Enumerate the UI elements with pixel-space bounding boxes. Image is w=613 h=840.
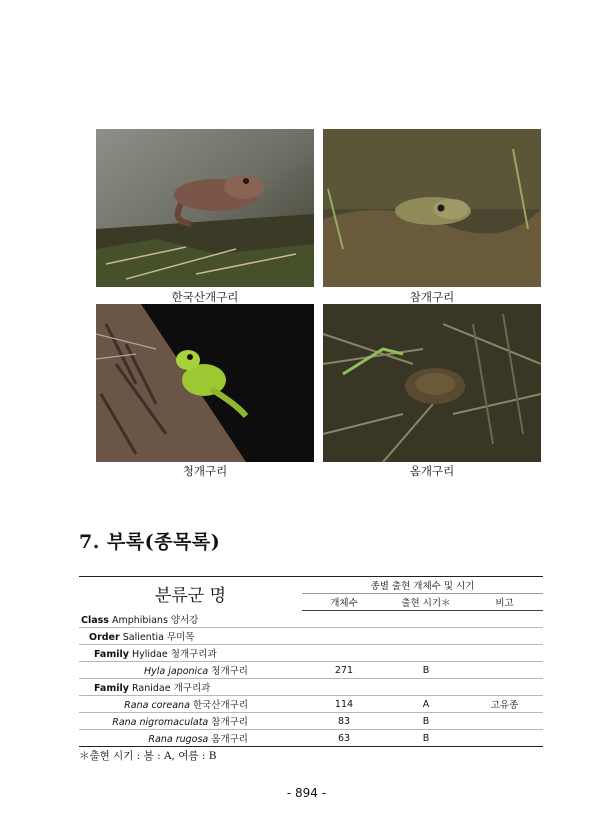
count-cell: 83 bbox=[302, 713, 386, 730]
rank-label: Class bbox=[81, 614, 109, 626]
header-occurrence: 종별 출현 개체수 및 시기 bbox=[302, 577, 543, 594]
photo-caption: 한국산개구리 bbox=[171, 290, 239, 304]
time-cell: B bbox=[386, 713, 466, 730]
table-row bbox=[79, 662, 543, 679]
species-korean-name: 옴개구리 bbox=[211, 734, 248, 745]
header-note: 비고 bbox=[466, 594, 543, 611]
species-korean-name: 한국산개구리 bbox=[192, 700, 248, 711]
photo-tree-frog bbox=[96, 304, 314, 462]
rank-label: Order bbox=[89, 632, 120, 643]
taxon-name: Ranidae bbox=[131, 683, 171, 694]
table-row bbox=[79, 713, 543, 730]
header-time: 출현 시기＊ bbox=[386, 594, 466, 611]
header-count: 개체수 bbox=[302, 594, 386, 611]
photo-black-spotted-frog bbox=[323, 129, 541, 287]
table-row bbox=[79, 696, 543, 713]
species-korean-name: 참개구리 bbox=[211, 717, 248, 728]
note-cell bbox=[466, 730, 543, 747]
photo-wrinkled-frog bbox=[323, 304, 541, 462]
species-table bbox=[79, 576, 543, 747]
species-scientific-name: Rana coreana bbox=[124, 700, 190, 711]
table-row bbox=[79, 679, 543, 696]
note-cell bbox=[466, 713, 543, 730]
count-cell: 63 bbox=[302, 730, 386, 747]
time-cell: B bbox=[386, 662, 466, 679]
rank-label: Family bbox=[94, 649, 129, 660]
rank-label: Family bbox=[94, 683, 129, 694]
taxon-name: Amphibians bbox=[111, 614, 168, 626]
species-korean-name: 청개구리 bbox=[211, 666, 248, 677]
count-cell: 114 bbox=[302, 696, 386, 713]
table-row bbox=[79, 628, 543, 645]
species-scientific-name: Hyla japonica bbox=[143, 666, 209, 677]
note-cell: 고유종 bbox=[466, 696, 543, 713]
photo-caption: 청개구리 bbox=[182, 464, 228, 478]
taxon-korean: 개구리과 bbox=[173, 683, 211, 694]
table-row bbox=[79, 611, 543, 628]
photo-caption: 옴개구리 bbox=[409, 464, 455, 478]
photo-korean-brown-frog bbox=[96, 129, 314, 287]
taxon-name: Salientia bbox=[122, 632, 164, 643]
count-cell: 271 bbox=[302, 662, 386, 679]
time-cell: B bbox=[386, 730, 466, 747]
table-row bbox=[79, 645, 543, 662]
note-cell bbox=[466, 662, 543, 679]
page-number: - 894 - bbox=[286, 786, 327, 800]
header-taxon-name: 분류군 명 bbox=[79, 577, 302, 611]
taxon-name: Hylidae bbox=[131, 649, 168, 660]
species-scientific-name: Rana rugosa bbox=[148, 734, 209, 745]
photo-caption: 참개구리 bbox=[409, 290, 455, 304]
taxon-korean: 양서강 bbox=[170, 614, 199, 626]
time-cell: A bbox=[386, 696, 466, 713]
footnote: ＊출현 시기 : 봄 : A, 여름 : B bbox=[79, 750, 217, 762]
species-scientific-name: Rana nigromaculata bbox=[112, 717, 209, 728]
section-title: 7. 부록(종목록) bbox=[79, 531, 221, 553]
table-row bbox=[79, 730, 543, 747]
taxon-korean: 무미목 bbox=[166, 632, 195, 643]
taxon-korean: 청개구리과 bbox=[170, 649, 217, 660]
